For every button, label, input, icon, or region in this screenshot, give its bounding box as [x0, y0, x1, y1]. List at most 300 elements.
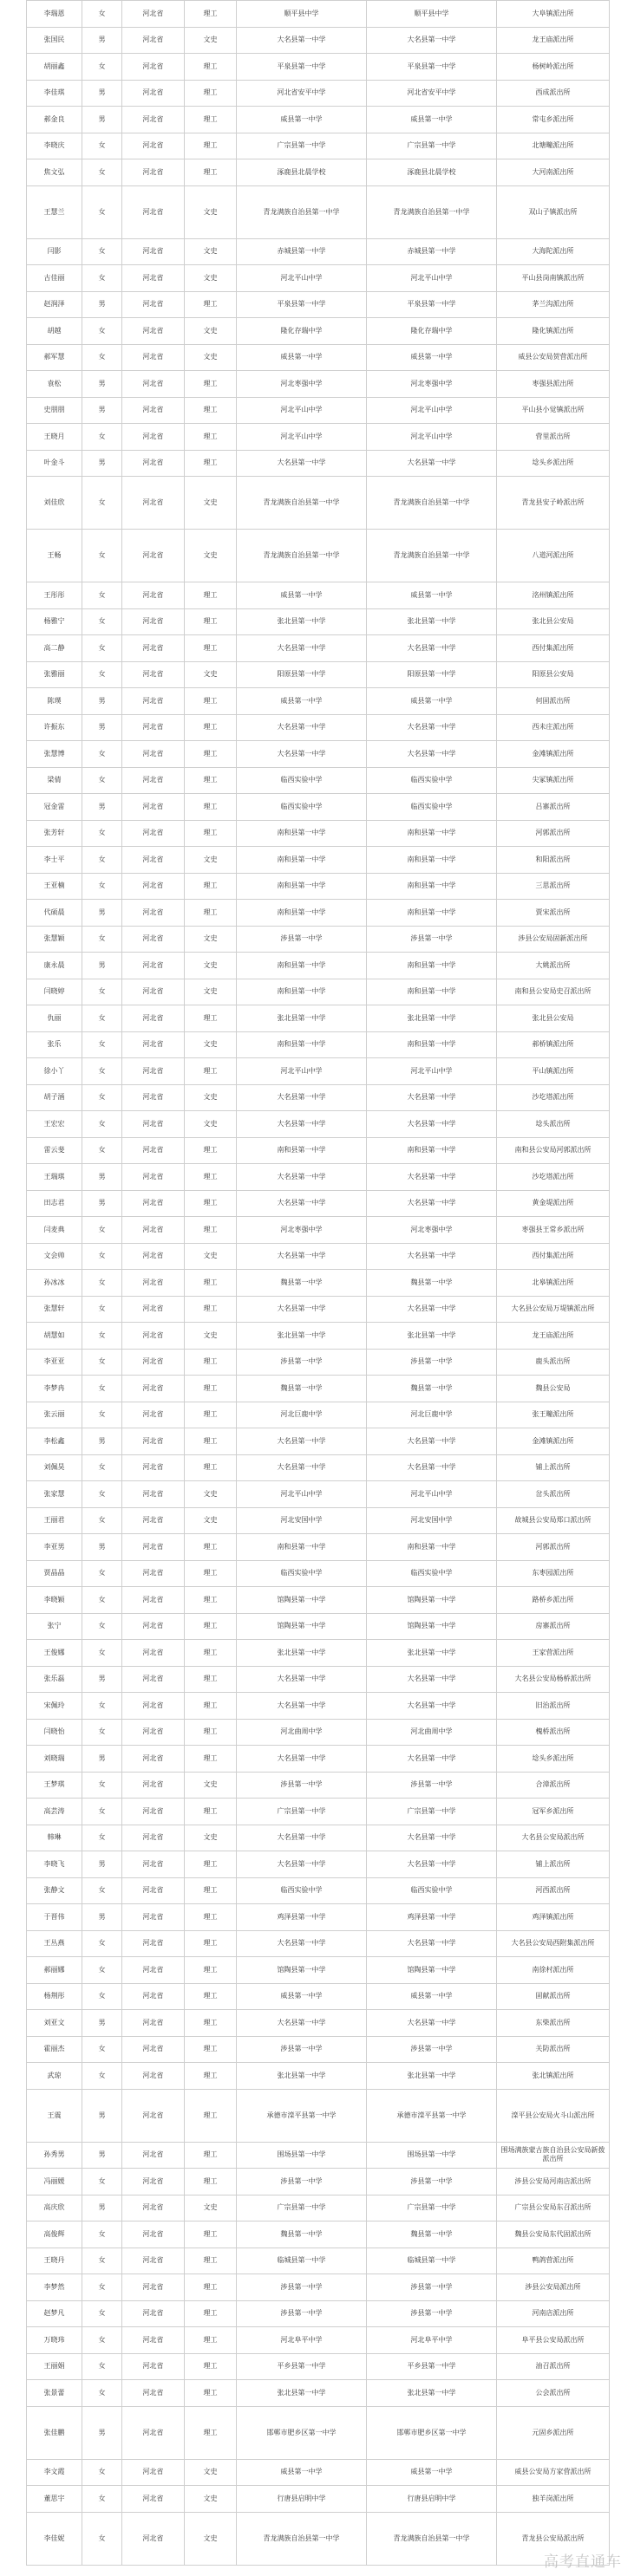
gender-cell: 女 — [82, 1, 122, 28]
school-cell: 馆陶县第一中学 — [237, 1587, 367, 1614]
table-row — [27, 450, 610, 477]
unit-cell: 北皋镇派出所 — [497, 1270, 610, 1297]
subject-cell: 理工 — [185, 1217, 237, 1244]
name-cell: 王亚楠 — [27, 873, 82, 900]
name-cell: 高俊辉 — [27, 2221, 82, 2248]
exam-site-cell: 涉县第一中学 — [367, 2169, 497, 2195]
unit-cell: 涉县公安局河南店派出所 — [497, 2169, 610, 2195]
exam-site-cell: 河北平山中学 — [367, 1481, 497, 1508]
name-cell: 史朋朋 — [27, 397, 82, 424]
unit-cell: 青龙县安子岭派出所 — [497, 477, 610, 530]
unit-cell: 张北县公安局 — [497, 1005, 610, 1032]
school-cell: 威县第一中学 — [237, 107, 367, 133]
unit-cell: 茅兰沟派出所 — [497, 291, 610, 318]
school-cell: 承德市滦平县第一中学 — [237, 2089, 367, 2142]
subject-cell: 理工 — [185, 80, 237, 107]
gender-cell: 男 — [82, 397, 122, 424]
unit-cell: 鸭鸽营派出所 — [497, 2247, 610, 2274]
unit-cell: 东枣园派出所 — [497, 1560, 610, 1587]
exam-site-cell: 大名县第一中学 — [367, 741, 497, 768]
gender-cell: 女 — [82, 1930, 122, 1957]
province-cell: 河北省 — [122, 1613, 185, 1640]
gender-cell: 女 — [82, 873, 122, 900]
province-cell: 河北省 — [122, 900, 185, 927]
name-cell: 闫晓婷 — [27, 979, 82, 1005]
unit-cell: 大姚派出所 — [497, 953, 610, 979]
name-cell: 张芳轩 — [27, 820, 82, 847]
name-cell: 王震 — [27, 2089, 82, 2142]
unit-cell: 张北镇派出所 — [497, 2063, 610, 2090]
gender-cell: 男 — [82, 1190, 122, 1217]
table-row — [27, 371, 610, 398]
province-cell: 河北省 — [122, 133, 185, 159]
exam-site-cell: 广宗县第一中学 — [367, 1799, 497, 1825]
subject-cell: 理工 — [185, 820, 237, 847]
name-cell: 董思宇 — [27, 2486, 82, 2513]
school-cell: 大名县第一中学 — [237, 714, 367, 741]
unit-cell: 河南店派出所 — [497, 2300, 610, 2327]
province-cell: 河北省 — [122, 27, 185, 54]
name-cell: 万晓玮 — [27, 2327, 82, 2354]
exam-site-cell: 馆陶县第一中学 — [367, 1613, 497, 1640]
subject-cell: 文史 — [185, 1243, 237, 1270]
province-cell: 河北省 — [122, 1587, 185, 1614]
province-cell: 河北省 — [122, 107, 185, 133]
name-cell: 张静文 — [27, 1877, 82, 1904]
subject-cell: 理工 — [185, 794, 237, 821]
province-cell: 河北省 — [122, 80, 185, 107]
unit-cell: 张王疃派出所 — [497, 1402, 610, 1428]
gender-cell: 女 — [82, 424, 122, 451]
subject-cell: 理工 — [185, 582, 237, 609]
province-cell: 河北省 — [122, 873, 185, 900]
exam-site-cell: 临西实验中学 — [367, 794, 497, 821]
exam-site-cell: 张北县第一中学 — [367, 2063, 497, 2090]
table-row — [27, 1799, 610, 1825]
name-cell: 郝军慧 — [27, 344, 82, 371]
subject-cell: 理工 — [185, 2353, 237, 2380]
exam-site-cell: 大名县第一中学 — [367, 1693, 497, 1720]
exam-site-cell: 大名县第一中学 — [367, 1666, 497, 1693]
subject-cell: 文史 — [185, 1825, 237, 1851]
table-row — [27, 1560, 610, 1587]
exam-site-cell: 魏县第一中学 — [367, 2221, 497, 2248]
province-cell: 河北省 — [122, 1137, 185, 1164]
subject-cell: 文史 — [185, 1111, 237, 1138]
unit-cell: 合漳派出所 — [497, 1772, 610, 1799]
subject-cell: 文史 — [185, 1323, 237, 1350]
table-row — [27, 54, 610, 81]
gender-cell: 女 — [82, 1270, 122, 1297]
gender-cell: 女 — [82, 1005, 122, 1032]
unit-cell: 何固派出所 — [497, 688, 610, 715]
gender-cell: 女 — [82, 1137, 122, 1164]
unit-cell: 南徐村派出所 — [497, 1957, 610, 1984]
gender-cell: 男 — [82, 371, 122, 398]
school-cell: 威县第一中学 — [237, 2459, 367, 2486]
school-cell: 河北省安平中学 — [237, 80, 367, 107]
province-cell: 河北省 — [122, 1772, 185, 1799]
subject-cell: 文史 — [185, 318, 237, 345]
province-cell: 河北省 — [122, 54, 185, 81]
unit-cell: 平山县小觉镇派出所 — [497, 397, 610, 424]
school-cell: 临西实验中学 — [237, 1877, 367, 1904]
province-cell: 河北省 — [122, 1243, 185, 1270]
exam-site-cell: 大名县第一中学 — [367, 1111, 497, 1138]
exam-site-cell: 威县第一中学 — [367, 688, 497, 715]
school-cell: 河北平山中学 — [237, 397, 367, 424]
table-row — [27, 2300, 610, 2327]
name-cell: 王慧兰 — [27, 185, 82, 238]
school-cell: 大名县第一中学 — [237, 2010, 367, 2037]
name-cell: 袁松 — [27, 371, 82, 398]
province-cell: 河北省 — [122, 1349, 185, 1376]
gender-cell: 女 — [82, 741, 122, 768]
school-cell: 张北县第一中学 — [237, 608, 367, 635]
exam-site-cell: 馆陶县第一中学 — [367, 1587, 497, 1614]
name-cell: 焦文弘 — [27, 159, 82, 186]
gender-cell: 女 — [82, 54, 122, 81]
gender-cell: 女 — [82, 2300, 122, 2327]
table-row — [27, 608, 610, 635]
table-row — [27, 1164, 610, 1191]
school-cell: 南和县第一中学 — [237, 1137, 367, 1164]
name-cell: 康永晨 — [27, 953, 82, 979]
name-cell: 李晓颖 — [27, 1587, 82, 1614]
subject-cell: 理工 — [185, 1640, 237, 1667]
unit-cell: 铺上派出所 — [497, 1454, 610, 1481]
table-row — [27, 1825, 610, 1851]
unit-cell: 涉县公安局固新派出所 — [497, 926, 610, 953]
exam-site-cell: 阳原县第一中学 — [367, 661, 497, 688]
name-cell: 李亚男 — [27, 1534, 82, 1561]
subject-cell: 理工 — [185, 159, 237, 186]
school-cell: 涉县第一中学 — [237, 2300, 367, 2327]
school-cell: 魏县第一中学 — [237, 2221, 367, 2248]
gender-cell: 女 — [82, 1402, 122, 1428]
school-cell: 临西实验中学 — [237, 767, 367, 794]
unit-cell: 龙王庙派出所 — [497, 27, 610, 54]
exam-site-cell: 河北省安平中学 — [367, 80, 497, 107]
table-row — [27, 714, 610, 741]
table-row — [27, 1376, 610, 1402]
gender-cell: 女 — [82, 1560, 122, 1587]
subject-cell: 理工 — [185, 371, 237, 398]
gender-cell: 女 — [82, 979, 122, 1005]
name-cell: 李佳琪 — [27, 80, 82, 107]
name-cell: 王梦琪 — [27, 1772, 82, 1799]
name-cell: 代硕晨 — [27, 900, 82, 927]
school-cell: 馆陶县第一中学 — [237, 1957, 367, 1984]
table-row — [27, 2221, 610, 2248]
table-row — [27, 1428, 610, 1455]
school-cell: 青龙满族自治县第一中学 — [237, 2512, 367, 2565]
exam-site-cell: 张北县第一中学 — [367, 1323, 497, 1350]
school-cell: 大名县第一中学 — [237, 1243, 367, 1270]
unit-cell: 河郭派出所 — [497, 820, 610, 847]
gender-cell: 女 — [82, 2036, 122, 2063]
exam-site-cell: 南和县第一中学 — [367, 1137, 497, 1164]
exam-site-cell: 威县第一中学 — [367, 107, 497, 133]
exam-site-cell: 河北平山中学 — [367, 397, 497, 424]
subject-cell: 理工 — [185, 1349, 237, 1376]
gender-cell: 女 — [82, 2274, 122, 2301]
table-row — [27, 1217, 610, 1244]
subject-cell: 理工 — [185, 2142, 237, 2169]
province-cell: 河北省 — [122, 2486, 185, 2513]
school-cell: 广宗县第一中学 — [237, 133, 367, 159]
exam-site-cell: 大名县第一中学 — [367, 635, 497, 662]
table-body — [27, 1, 610, 2566]
name-cell: 胡子涵 — [27, 1084, 82, 1111]
name-cell: 高庆欣 — [27, 2195, 82, 2221]
subject-cell: 文史 — [185, 661, 237, 688]
province-cell: 河北省 — [122, 291, 185, 318]
gender-cell: 男 — [82, 953, 122, 979]
table-row — [27, 1904, 610, 1931]
gender-cell: 女 — [82, 1031, 122, 1058]
exam-site-cell: 大名县第一中学 — [367, 1084, 497, 1111]
subject-cell: 理工 — [185, 1693, 237, 1720]
exam-site-cell: 馆陶县第一中学 — [367, 1957, 497, 1984]
gender-cell: 男 — [82, 2195, 122, 2221]
name-cell: 李文霞 — [27, 2459, 82, 2486]
gender-cell: 女 — [82, 926, 122, 953]
name-cell: 冯丽媛 — [27, 2169, 82, 2195]
name-cell: 李松鑫 — [27, 1428, 82, 1455]
table-row — [27, 2142, 610, 2169]
name-cell: 李瑞恩 — [27, 1, 82, 28]
province-cell: 河北省 — [122, 371, 185, 398]
gender-cell: 女 — [82, 265, 122, 292]
table-row — [27, 1323, 610, 1350]
exam-site-cell: 南和县第一中学 — [367, 847, 497, 874]
province-cell: 河北省 — [122, 767, 185, 794]
province-cell: 河北省 — [122, 397, 185, 424]
unit-cell: 洺州镇派出所 — [497, 582, 610, 609]
table-row — [27, 873, 610, 900]
school-cell: 南和县第一中学 — [237, 820, 367, 847]
exam-site-cell: 威县第一中学 — [367, 582, 497, 609]
province-cell: 河北省 — [122, 1428, 185, 1455]
province-cell: 河北省 — [122, 2142, 185, 2169]
exam-site-cell: 魏县第一中学 — [367, 1270, 497, 1297]
exam-site-cell: 南和县第一中学 — [367, 1534, 497, 1561]
gender-cell: 女 — [82, 1587, 122, 1614]
table-row — [27, 2512, 610, 2565]
province-cell: 河北省 — [122, 424, 185, 451]
table-row — [27, 1877, 610, 1904]
table-row — [27, 1243, 610, 1270]
table-row — [27, 1058, 610, 1085]
subject-cell: 理工 — [185, 2300, 237, 2327]
name-cell: 许振东 — [27, 714, 82, 741]
name-cell: 张宁 — [27, 1613, 82, 1640]
subject-cell: 理工 — [185, 608, 237, 635]
province-cell: 河北省 — [122, 2512, 185, 2565]
table-row — [27, 2010, 610, 2037]
unit-cell: 吕寨派出所 — [497, 794, 610, 821]
gender-cell: 女 — [82, 185, 122, 238]
exam-site-cell: 河北安国中学 — [367, 1507, 497, 1534]
school-cell: 大名县第一中学 — [237, 1930, 367, 1957]
exam-site-cell: 威县第一中学 — [367, 1983, 497, 2010]
gender-cell: 女 — [82, 2512, 122, 2565]
subject-cell: 文史 — [185, 979, 237, 1005]
unit-cell: 三思派出所 — [497, 873, 610, 900]
unit-cell: 八道河派出所 — [497, 530, 610, 582]
unit-cell: 张北县公安局 — [497, 608, 610, 635]
school-cell: 大名县第一中学 — [237, 635, 367, 662]
table-row — [27, 953, 610, 979]
gender-cell: 女 — [82, 608, 122, 635]
gender-cell: 男 — [82, 794, 122, 821]
subject-cell: 理工 — [185, 1376, 237, 1402]
unit-cell: 西未庄派出所 — [497, 714, 610, 741]
name-cell: 仇丽 — [27, 1005, 82, 1032]
school-cell: 大名县第一中学 — [237, 1454, 367, 1481]
gender-cell: 女 — [82, 2169, 122, 2195]
unit-cell: 王家营派出所 — [497, 1640, 610, 1667]
exam-site-cell: 张北县第一中学 — [367, 2380, 497, 2407]
exam-site-cell: 广宗县第一中学 — [367, 2195, 497, 2221]
school-cell: 青龙满族自治县第一中学 — [237, 477, 367, 530]
gender-cell: 男 — [82, 291, 122, 318]
gender-cell: 女 — [82, 1349, 122, 1376]
gender-cell: 女 — [82, 1111, 122, 1138]
province-cell: 河北省 — [122, 530, 185, 582]
province-cell: 河北省 — [122, 2063, 185, 2090]
province-cell: 河北省 — [122, 1217, 185, 1244]
gender-cell: 女 — [82, 1296, 122, 1323]
table-row — [27, 2063, 610, 2090]
province-cell: 河北省 — [122, 1164, 185, 1191]
name-cell: 田志君 — [27, 1190, 82, 1217]
subject-cell: 理工 — [185, 1560, 237, 1587]
province-cell: 河北省 — [122, 1190, 185, 1217]
unit-cell: 贾宋派出所 — [497, 900, 610, 927]
province-cell: 河北省 — [122, 2169, 185, 2195]
name-cell: 李士平 — [27, 847, 82, 874]
exam-site-cell: 河北阜平中学 — [367, 2327, 497, 2354]
name-cell: 张慧轩 — [27, 1296, 82, 1323]
province-cell: 河北省 — [122, 1640, 185, 1667]
gender-cell: 女 — [82, 1957, 122, 1984]
unit-cell: 黄金堤派出所 — [497, 1190, 610, 1217]
name-cell: 王丽君 — [27, 1507, 82, 1534]
name-cell: 孙秀男 — [27, 2142, 82, 2169]
school-cell: 河北巨鹿中学 — [237, 1402, 367, 1428]
exam-site-cell: 青龙满族自治县第一中学 — [367, 477, 497, 530]
school-cell: 魏县第一中学 — [237, 1270, 367, 1297]
table-row — [27, 582, 610, 609]
gender-cell: 女 — [82, 1084, 122, 1111]
unit-cell: 威县公安局方家营派出所 — [497, 2459, 610, 2486]
exam-site-cell: 邯郸市肥乡区第一中学 — [367, 2406, 497, 2459]
province-cell: 河北省 — [122, 265, 185, 292]
school-cell: 大名县第一中学 — [237, 1428, 367, 1455]
table-row — [27, 1851, 610, 1878]
unit-cell: 阳原县公安局 — [497, 661, 610, 688]
table-row — [27, 767, 610, 794]
subject-cell: 理工 — [185, 54, 237, 81]
gender-cell: 女 — [82, 1481, 122, 1508]
subject-cell: 理工 — [185, 635, 237, 662]
gender-cell: 女 — [82, 2063, 122, 2090]
unit-cell: 房寨派出所 — [497, 1613, 610, 1640]
gender-cell: 男 — [82, 2142, 122, 2169]
province-cell: 河北省 — [122, 1904, 185, 1931]
school-cell: 张北县第一中学 — [237, 2063, 367, 2090]
subject-cell: 理工 — [185, 2274, 237, 2301]
school-cell: 河北平山中学 — [237, 424, 367, 451]
subject-cell: 理工 — [185, 291, 237, 318]
school-cell: 临城县第一中学 — [237, 2247, 367, 2274]
gender-cell: 女 — [82, 530, 122, 582]
subject-cell: 文史 — [185, 847, 237, 874]
exam-site-cell: 临西实验中学 — [367, 767, 497, 794]
subject-cell: 文史 — [185, 1481, 237, 1508]
name-cell: 高二静 — [27, 635, 82, 662]
subject-cell: 文史 — [185, 530, 237, 582]
table-row — [27, 847, 610, 874]
table-row — [27, 477, 610, 530]
school-cell: 南和县第一中学 — [237, 873, 367, 900]
name-cell: 王宏宏 — [27, 1111, 82, 1138]
subject-cell: 理工 — [185, 1746, 237, 1773]
exam-site-cell: 南和县第一中学 — [367, 979, 497, 1005]
subject-cell: 理工 — [185, 1983, 237, 2010]
table-row — [27, 1402, 610, 1428]
province-cell: 河北省 — [122, 2459, 185, 2486]
name-cell: 胡慧如 — [27, 1323, 82, 1350]
exam-site-cell: 大名县第一中学 — [367, 1851, 497, 1878]
unit-cell: 故城县公安局郑口派出所 — [497, 1507, 610, 1534]
table-row — [27, 1613, 610, 1640]
exam-site-cell: 涿鹿县北晨学校 — [367, 159, 497, 186]
school-cell: 河北平山中学 — [237, 1058, 367, 1085]
gender-cell: 女 — [82, 1799, 122, 1825]
gender-cell: 男 — [82, 2010, 122, 2037]
province-cell: 河北省 — [122, 1323, 185, 1350]
name-cell: 赵梦凡 — [27, 2300, 82, 2327]
table-row — [27, 1454, 610, 1481]
province-cell: 河北省 — [122, 2327, 185, 2354]
table-row — [27, 1111, 610, 1138]
subject-cell: 理工 — [185, 1454, 237, 1481]
school-cell: 围场县第一中学 — [237, 2142, 367, 2169]
table-row — [27, 2406, 610, 2459]
name-cell: 胡丽鑫 — [27, 54, 82, 81]
province-cell: 河北省 — [122, 2274, 185, 2301]
exam-site-cell: 青龙满族自治县第一中学 — [367, 2512, 497, 2565]
school-cell: 平泉县第一中学 — [237, 291, 367, 318]
exam-site-cell: 青龙满族自治县第一中学 — [367, 530, 497, 582]
gender-cell: 女 — [82, 1772, 122, 1799]
name-cell: 贾晶晶 — [27, 1560, 82, 1587]
name-cell: 刘佳欣 — [27, 477, 82, 530]
table-row — [27, 1666, 610, 1693]
name-cell: 胡越 — [27, 318, 82, 345]
unit-cell: 北塘疃派出所 — [497, 133, 610, 159]
school-cell: 张北县第一中学 — [237, 1323, 367, 1350]
table-row — [27, 1, 610, 28]
name-cell: 宋佩玲 — [27, 1693, 82, 1720]
subject-cell: 理工 — [185, 107, 237, 133]
name-cell: 雷云斐 — [27, 1137, 82, 1164]
unit-cell: 沙圪塔派出所 — [497, 1164, 610, 1191]
subject-cell: 理工 — [185, 2221, 237, 2248]
